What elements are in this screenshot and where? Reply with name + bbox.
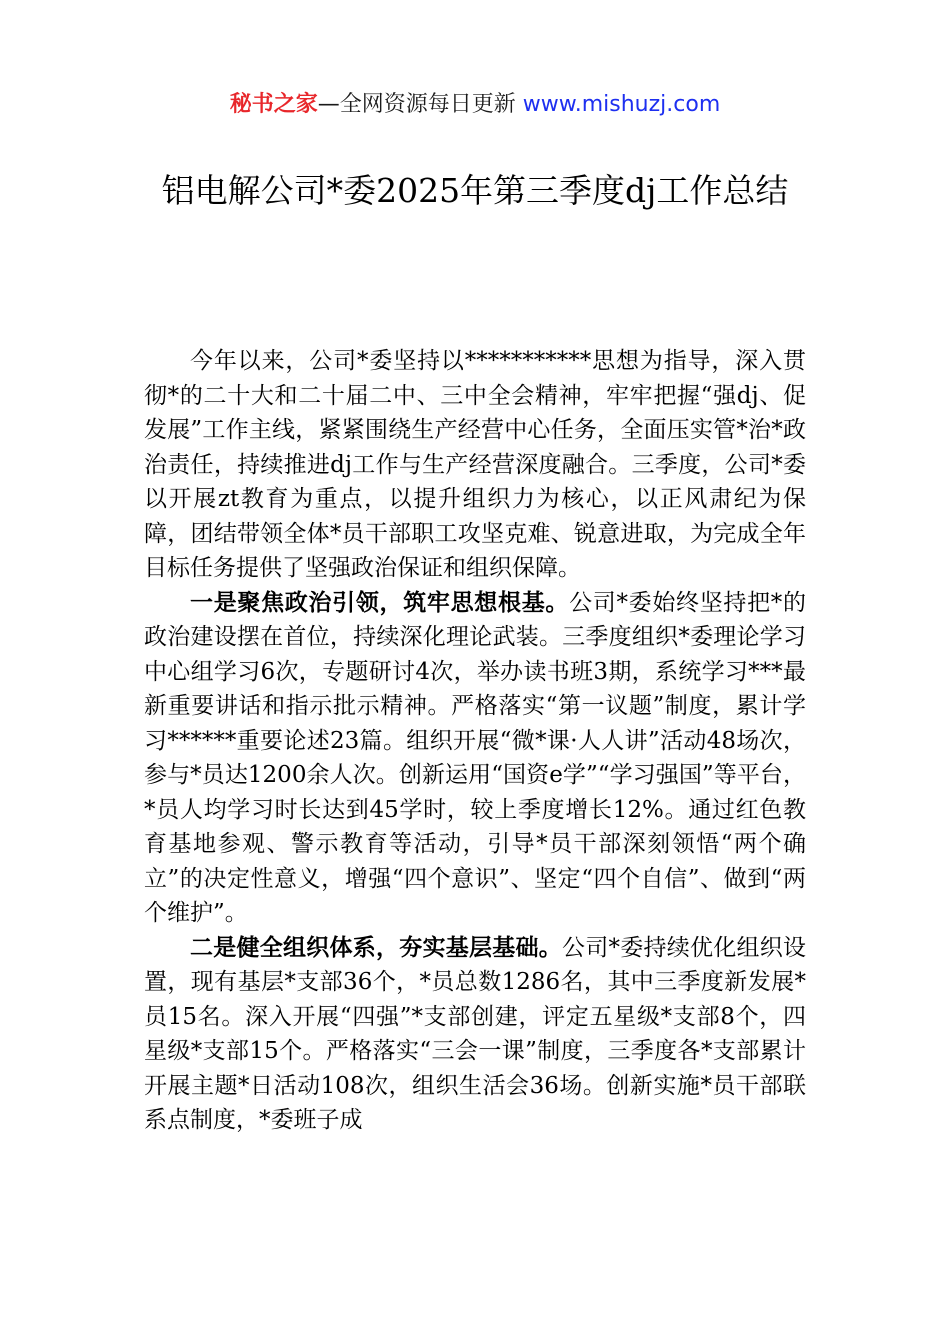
body-paragraph bbox=[144, 931, 806, 1138]
body-paragraph bbox=[144, 586, 806, 931]
site-link[interactable]: www.mishuzj.com bbox=[522, 92, 721, 117]
body-paragraph bbox=[144, 344, 806, 586]
paragraph-lead: 二是健全组织体系，夯实基层基础。 bbox=[190, 933, 562, 961]
brand-name: 秘书之家 bbox=[229, 92, 318, 117]
document-body bbox=[144, 344, 806, 1138]
paragraph-lead: 一是聚焦政治引领，筑牢思想根基。 bbox=[190, 588, 570, 616]
header-tagline: —全网资源每日更新 bbox=[317, 92, 516, 117]
paragraph-text: 公司*委持续优化组织设置，现有基层*支部36个，*员总数1286名，其中三季度新发展*员15名。深入开展“四强”*支部创建，评定五星级*支部8个，四星级*支部15个。严格落实“三会一课”制度，三季度各*支部累计开展主题*日活动108次，组织生活会36场。创新实施*员干部联系点制度，*委班子成 bbox=[144, 934, 806, 1133]
document-title: 铝电解公司*委2025年第三季度dj工作总结 bbox=[161, 171, 789, 210]
paragraph-text: 今年以来，公司*委坚持以***********思想为指导，深入贯彻*的二十大和二十届二中、三中全会精神，牢牢把握“强dj、促发展”工作主线，紧紧围绕生产经营中心任务，全面压实管*治*政治责任，持续推进dj工作与生产经营深度融合。三季度，公司*委以开展zt教育为重点，以提升组织力为核心，以正风肃纪为保障，团结带领全体*员干部职工攻坚克难、锐意进取，为完成全年目标任务提供了坚强政治保证和组织保障。 bbox=[144, 348, 806, 581]
paragraph-text: 公司*委始终坚持把*的政治建设摆在首位，持续深化理论武装。三季度组织*委理论学习中心组学习6次，专题研讨4次，举办读书班3期，系统学习***最新重要讲话和指示批示精神。严格落实“第一议题”制度，累计学习******重要论述23篇。组织开展“微*课·人人讲”活动48场次，参与*员达1200余人次。创新运用“国资e学”“学习强国”等平台，*员人均学习时长达到45学时，较上季度增长12%。通过红色教育基地参观、警示教育等活动，引导*员干部深刻领悟“两个确立”的决定性意义，增强“四个意识”、坚定“四个自信”、做到“两个维护”。 bbox=[144, 589, 807, 926]
site-header bbox=[0, 88, 950, 122]
